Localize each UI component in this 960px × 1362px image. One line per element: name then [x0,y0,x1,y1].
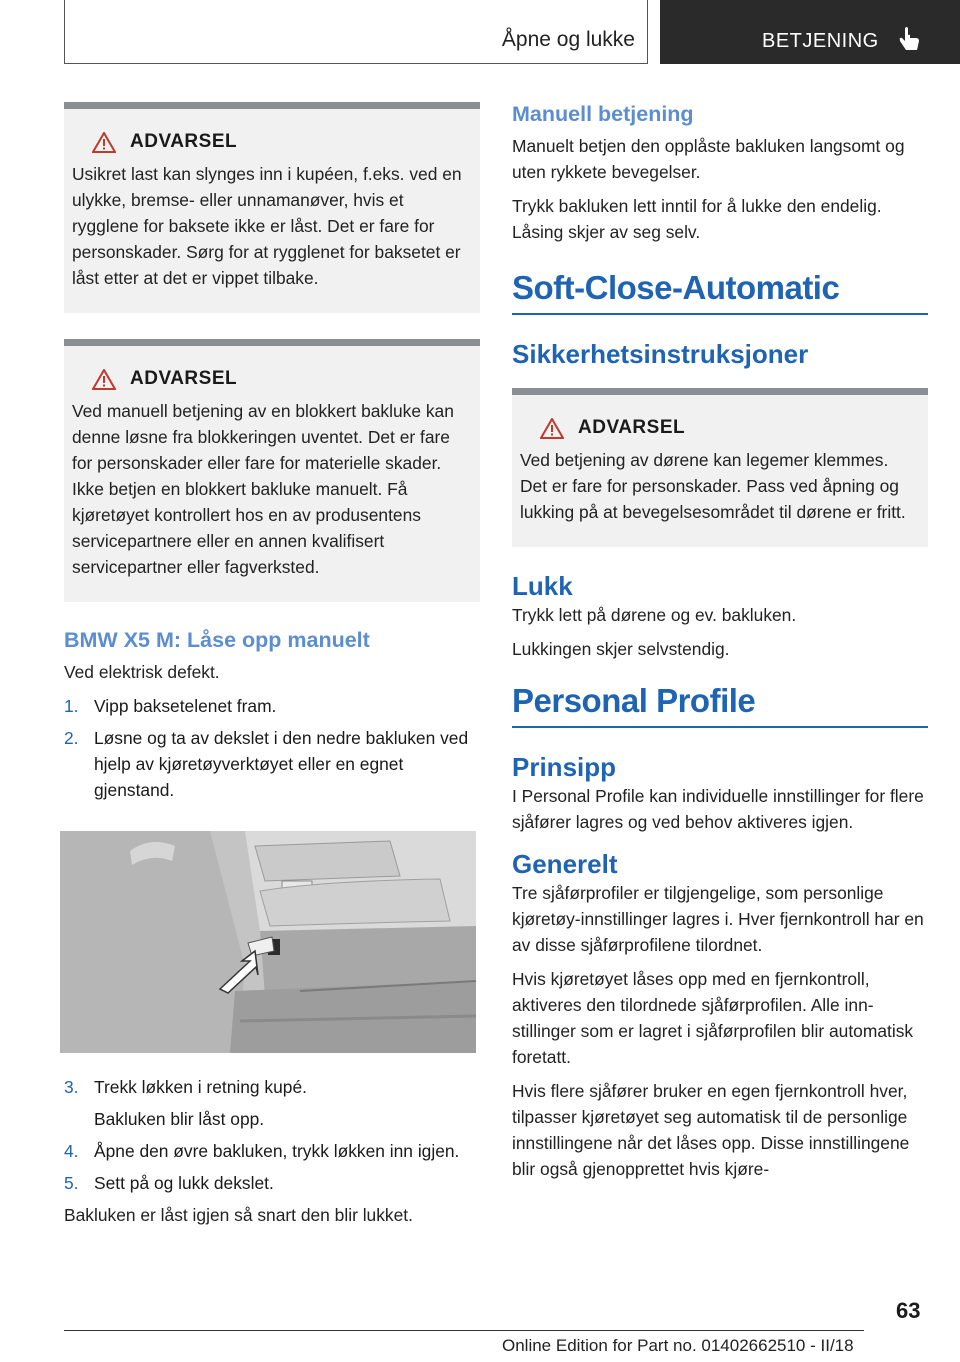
warning-triangle-icon [92,132,116,153]
warning-box-door-pinch [512,388,928,547]
step-text: Sett på og lukk dekslet. [94,1173,274,1193]
warning-box-blocked-tailgate [64,339,480,602]
closing-text: Bakluken er låst igjen så snart den blir lukket. [64,1205,413,1225]
warning-title: ADVARSEL [578,417,686,438]
principle-text: I Personal Profile kan individuelle innstillinger for flere sjåfører lagres og ved behov aktiveres igjen. [512,786,924,832]
subheading-general: Generelt [512,849,618,879]
list-item [64,1138,480,1164]
warning-triangle-icon [540,418,564,439]
manual-text-1: Manuelt betjen den opplåste bakluken langsomt og uten rykkete bevegelser. [512,136,905,182]
list-item [64,693,480,719]
right-column [512,102,928,1190]
steps-list-b [64,1074,480,1196]
warning-text: Ved manuell betjening av en blokkert bakluke kan denne løsne fra blokkeringen uventet. Det er fare for personskader eller fare for materielle skader. Ikke betjen en blokkert bakluke manuelt. Få kjøretøyet kontrollert hos en av produsentens servicepartnere eller en annen kvalifisert servicepartner eller fagverksted. [72,401,454,577]
section-heading-manual-operation: Manuell betjening [512,102,694,126]
step-result: Bakluken blir låst opp. [94,1109,265,1129]
header-section-box [64,0,648,64]
trunk-interior-illustration [60,831,476,1053]
step-text: Trekk løkken i retning kupé. [94,1077,307,1097]
warning-text: Ved betjening av dørene kan legemer klemmes. Det er fare for personskader. Pass ved åpning og lukking på at bevegelsesområdet til dørene er fritt. [520,450,906,522]
list-item [64,725,480,803]
warning-title: ADVARSEL [130,368,238,389]
step-number: 5. [64,1173,79,1193]
list-item [64,1170,480,1196]
header-chapter-box [660,0,960,64]
general-text-2: Hvis kjøretøyet låses opp med en fjernkontroll, aktiveres den tilordnede sjåførprofilen. Alle innstillinger som er lagret i sjåførprofilen blir automatisk foretatt. [512,969,914,1067]
step-number: 2. [64,728,79,748]
warning-text: Usikret last kan slynges inn i kupéen, f.eks. ved en ulykke, bremse- eller unnamanøver, hvis et rygglene for baksete ikke er låst. Det er fare for personskader. Sørg for at rygglenet for baksetet er låst etter at det er vippet tilbake. [72,164,462,288]
step-number: 1. [64,696,79,716]
intro-text: Ved elektrisk defekt. [64,662,220,682]
softclose-title-block [512,269,928,315]
list-item [64,1074,480,1100]
section-heading-unlock-manually: BMW X5 M: Låse opp manuelt [64,628,370,652]
manual-text-2: Trykk bakluken lett inntil for å lukke den endelig. Låsing skjer av seg selv. [512,196,882,242]
step-text: Vipp baksetelenet fram. [94,696,277,716]
warning-triangle-icon [92,369,116,390]
title-rule [512,726,928,728]
close-text-2: Lukkingen skjer selvstendig. [512,639,730,659]
header-chapter-title: BETJENING [762,30,879,52]
step-number: 3. [64,1077,79,1097]
warning-box-unsecured-load [64,102,480,313]
subheading-principle: Prinsipp [512,752,617,782]
page-number: 63 [896,1298,921,1323]
title-rule [512,313,928,315]
profile-title-block [512,682,928,728]
subheading-close: Lukk [512,571,573,601]
general-text-1: Tre sjåførprofiler er tilgjengelige, som personlige kjøretøy-innstillinger lagres i. Hver fjernkontroll har en av disse sjåførprofilene tilordnet. [512,883,924,955]
step-number: 4. [64,1141,79,1161]
warning-title: ADVARSEL [130,131,238,152]
general-text-3: Hvis flere sjåfører bruker en egen fjernkontroll hver, tilpasser kjøretøyet seg automatisk til de personlige innstillingene når det låses opp. Disse innstillingene blir også gjenopprettet hvis kjøre- [512,1081,910,1179]
close-text-1: Trykk lett på dørene og ev. bakluken. [512,605,797,625]
footer-edition: Online Edition for Part no. 01402662510 - II/18 [502,1336,854,1355]
steps-list-a [64,693,480,803]
hand-pointer-icon [896,26,922,54]
page-title-personal-profile: Personal Profile [512,682,756,719]
left-column [64,102,480,1236]
page-title-softclose: Soft-Close-Automatic [512,269,840,306]
footer-rule [64,1330,864,1331]
step-text: Åpne den øvre bakluken, trykk løkken inn igjen. [94,1141,460,1161]
subheading-safety: Sikkerhetsinstruksjoner [512,339,809,369]
header-section-title: Åpne og lukke [501,28,635,51]
step-text: Løsne og ta av dekslet i den nedre bakluken ved hjelp av kjøretøyverktøyet eller en egnet gjenstand. [94,728,469,800]
